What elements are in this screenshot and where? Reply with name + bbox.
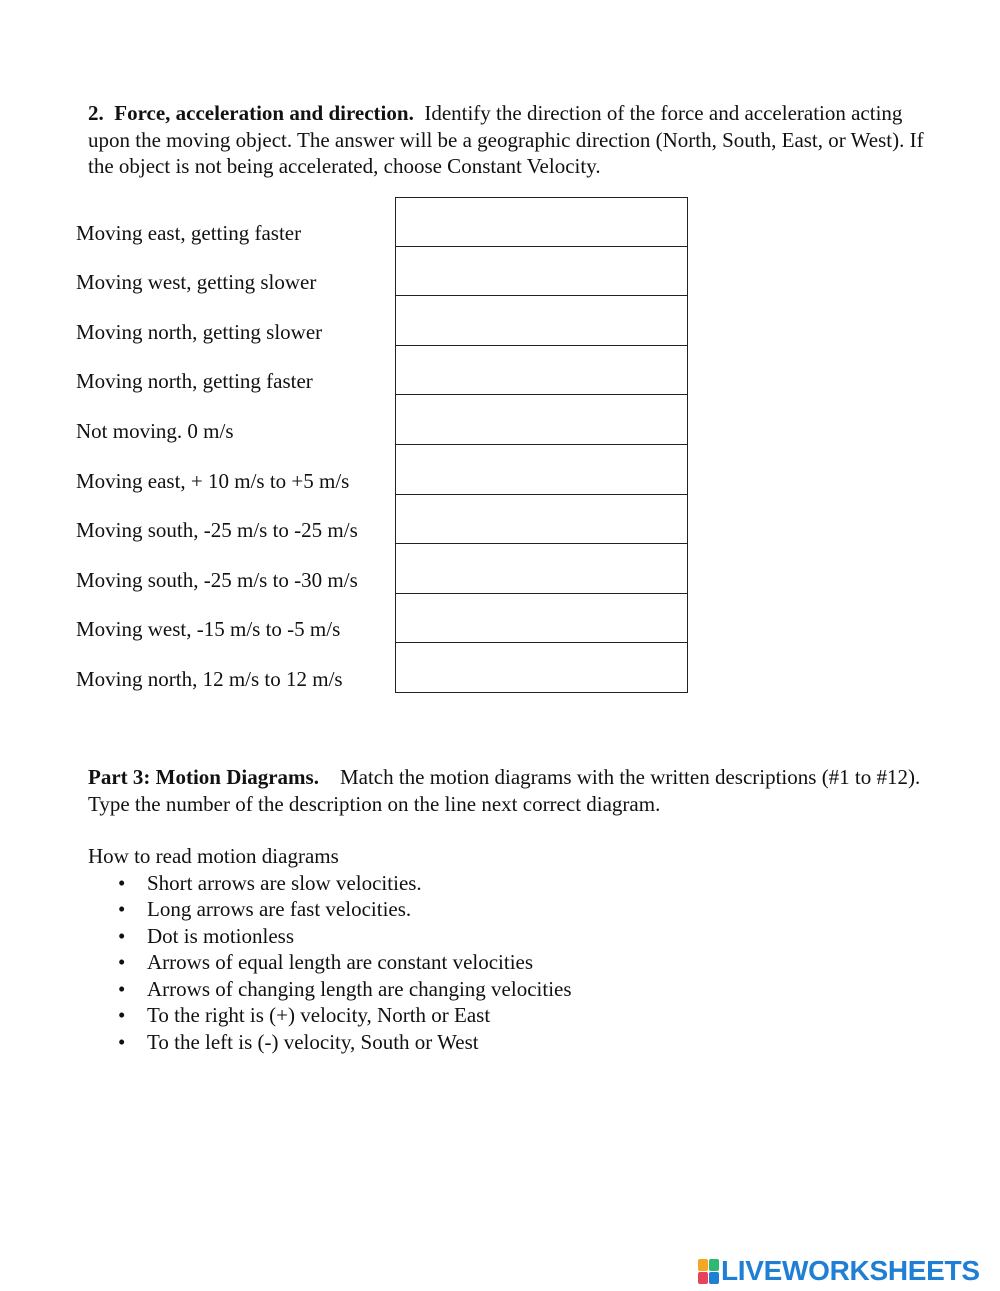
bullet-icon: • <box>118 976 126 1001</box>
list-item <box>88 896 928 923</box>
logo-text: LIVEWORKSHEETS <box>721 1255 980 1286</box>
answer-box-4[interactable] <box>395 346 688 396</box>
answer-box-3[interactable] <box>395 296 688 346</box>
table-row <box>76 296 696 346</box>
liveworksheets-logo <box>698 1256 980 1286</box>
bullet-icon: • <box>118 870 126 895</box>
answer-box-8[interactable] <box>395 544 688 594</box>
logo-block <box>698 1272 708 1284</box>
bullet-icon: • <box>118 1029 126 1054</box>
how-to-read-heading: How to read motion diagrams <box>88 844 339 868</box>
table-row <box>76 346 696 396</box>
row-label: Moving south, -25 m/s to -25 m/s <box>76 518 358 543</box>
row-label: Moving north, 12 m/s to 12 m/s <box>76 666 343 691</box>
row-label: Moving west, -15 m/s to -5 m/s <box>76 617 341 642</box>
list-item-text: Long arrows are fast velocities. <box>147 897 412 921</box>
part-3-title: Part 3: Motion Diagrams. <box>88 765 319 789</box>
table-row <box>76 197 696 247</box>
row-label: Moving south, -25 m/s to -30 m/s <box>76 567 358 592</box>
logo-block <box>698 1259 708 1271</box>
bullet-icon: • <box>118 950 126 974</box>
logo-blocks-icon <box>698 1259 719 1284</box>
how-to-read-list <box>88 870 928 1056</box>
logo-block <box>709 1272 719 1284</box>
direction-answer-table <box>76 197 696 693</box>
section-2-number: 2. <box>88 101 104 125</box>
table-row <box>76 247 696 297</box>
answer-box-6[interactable] <box>395 445 688 495</box>
list-item-text: Dot is motionless <box>147 923 295 948</box>
row-label: Moving north, getting slower <box>76 319 323 344</box>
table-row <box>76 445 696 495</box>
table-row <box>76 395 696 445</box>
table-row <box>76 495 696 545</box>
answer-box-2[interactable] <box>395 247 688 297</box>
section-2-instructions <box>88 100 928 180</box>
answer-box-9[interactable] <box>395 594 688 644</box>
list-item <box>88 1029 928 1056</box>
list-item <box>88 870 928 897</box>
table-row <box>76 643 696 693</box>
answer-box-1[interactable] <box>395 197 688 247</box>
list-item <box>88 923 928 950</box>
bullet-icon: • <box>118 1003 126 1027</box>
section-2-title: Force, acceleration and direction. <box>114 101 414 125</box>
logo-block <box>709 1259 719 1271</box>
table-row <box>76 544 696 594</box>
row-label: Moving north, getting faster <box>76 369 313 394</box>
list-item-text: Short arrows are slow velocities. <box>147 870 422 895</box>
answer-box-5[interactable] <box>395 395 688 445</box>
section-2-instructions-text: Identify the direction of the force and acceleration acting upon the moving object. The answer will be a geographic direction (North, South, East, or West). If the object is not being accelerated, choose Constant Velocity. <box>88 101 924 178</box>
row-label: Moving east, + 10 m/s to +5 m/s <box>76 468 350 493</box>
list-item <box>88 1002 928 1029</box>
answer-box-10[interactable] <box>395 643 688 693</box>
answer-box-7[interactable] <box>395 495 688 545</box>
list-item <box>88 976 928 1003</box>
list-item-text: Arrows of equal length are constant velocities <box>147 950 534 974</box>
row-label: Moving west, getting slower <box>76 270 317 295</box>
row-label: Moving east, getting faster <box>76 220 302 245</box>
list-item-text: To the left is (-) velocity, South or West <box>147 1029 479 1054</box>
part-3-instructions <box>88 764 928 817</box>
bullet-icon: • <box>118 923 126 948</box>
list-item <box>88 949 928 976</box>
list-item-text: Arrows of changing length are changing velocities <box>147 976 572 1001</box>
bullet-icon: • <box>118 897 126 921</box>
how-to-read-section <box>88 843 928 1055</box>
part-3-instructions-text: Match the motion diagrams with the written descriptions (#1 to #12). Type the number of the description on the line next correct diagram. <box>88 765 921 816</box>
table-row <box>76 594 696 644</box>
row-label: Not moving. 0 m/s <box>76 418 234 443</box>
list-item-text: To the right is (+) velocity, North or East <box>147 1003 491 1027</box>
